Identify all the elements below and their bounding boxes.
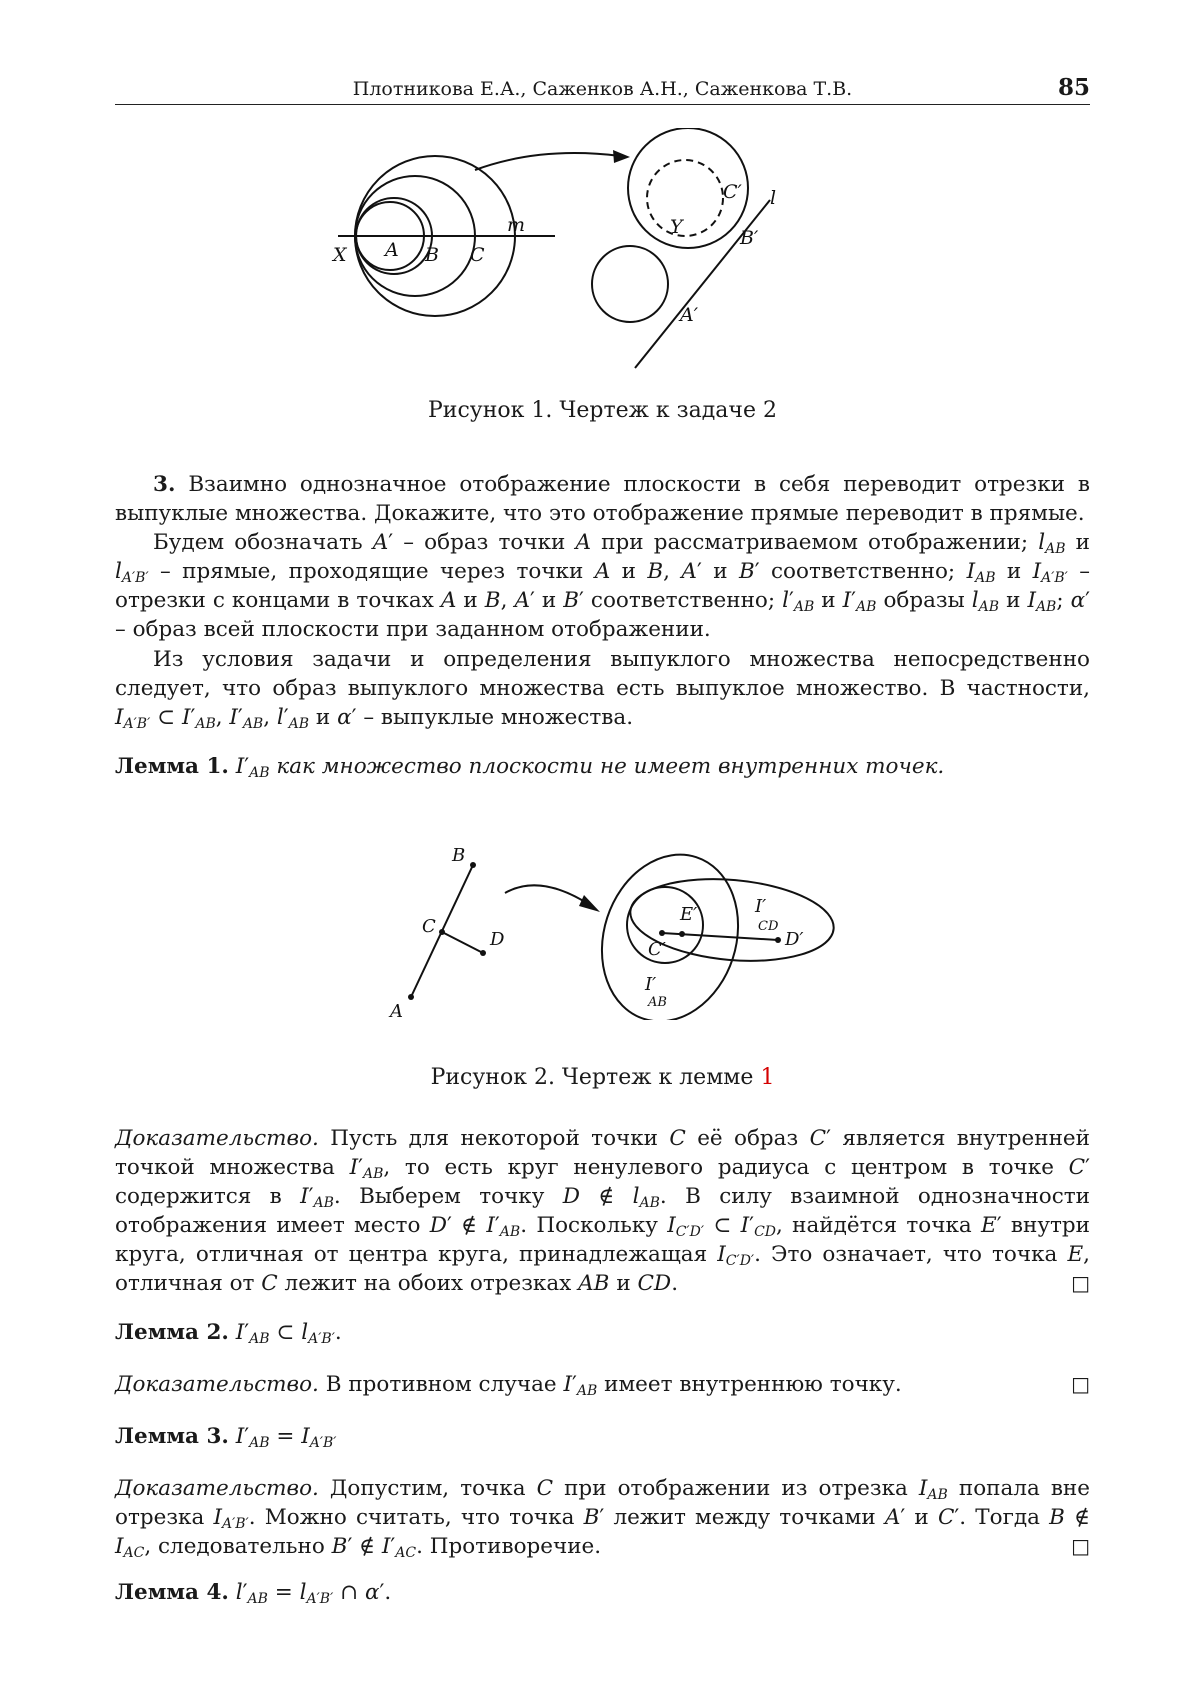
fig2-label-icd-sub: CD [758,919,779,934]
fig1-label-x: X [333,244,347,266]
lemma-2-proof: В противном случае [325,1372,557,1397]
figure-2-caption [115,1065,1090,1090]
fig1-label-c: C [470,244,485,266]
lemma-1-title: Лемма 1. [115,754,229,779]
lemma-3-title: Лемма 3. [115,1424,229,1449]
fig2-point-c-prime [659,930,665,936]
page-number: 85 [1057,74,1090,101]
fig2-point-e-prime [679,931,685,937]
fig1-label-b-prime: B′ [740,227,759,249]
proof-lemma-3: Доказательство. Допустим, точка C при отображении из отрезка $I_{AB}$ попала вне отрезка $I_{A'B'}$. Можно считать, что точка B′ лежит между точками A′ и C′. Тогда B ∉ $I_{AC}$, следовательно B′ ∉ $I'_{AC}$. Противоречие. □ [115,1476,1090,1561]
lemma-1: Лемма 1. $I'_{AB}$ как множество плоскости не имеет внутренних точек. [115,754,945,781]
lemma-3: Лемма 3. $I'_{AB} = I_{A'B'}$ [115,1424,337,1451]
problem-number: 3. [153,472,176,497]
lemma-4-title: Лемма 4. [115,1580,229,1605]
fig2-segment-cd [442,932,483,953]
fig1-label-c-prime: C′ [723,181,742,203]
proof-label: Доказательство. [115,1372,319,1397]
fig2-point-b [470,862,476,868]
qed-mark: □ [1071,1534,1090,1558]
fig2-label-iab: I′ [645,974,657,995]
fig2-label-b: B [452,845,466,866]
fig1-line-l [635,200,770,368]
fig2-point-d [480,950,486,956]
fig1-dashed-circle [647,160,723,236]
problem-statement: Взаимно однозначное отображение плоскости в себя переводит отрезки в выпуклые множества. Докажите, что это отображение прямые переводит в прямые. [115,472,1090,526]
fig2-point-c [439,929,445,935]
lemma-2-title: Лемма 2. [115,1320,229,1345]
fig2-arrow [505,885,590,905]
figure-1-caption: Рисунок 1. Чертеж к задаче 2 [428,398,777,423]
fig1-label-a: A [385,239,399,261]
fig2-label-c-prime: C′ [648,939,666,960]
figure-2-caption-text: Рисунок 2. Чертеж к лемме [430,1065,761,1090]
fig1-arrow [475,153,620,170]
fig2-label-e-prime: E′ [680,904,698,925]
lemma-1-statement: как множество плоскости не имеет внутренних точек. [276,754,945,779]
fig2-label-icd: I′ [755,896,767,917]
fig1-label-b: B [425,244,439,266]
proof-lemma-1: Доказательство. Пусть для некоторой точки C её образ C′ является внутренней точкой множества $I'_{AB}$, то есть круг ненулевого радиуса с центром в точке C′ содержится в $I'_{AB}$. Выберем точку D ∉ $l_{AB}$. В силу взаимной однозначности отображения имеет место D′ ∉ $I'_{AB}$. Поскольку $I_{C'D'}$ ⊂ $I'_{CD}$, найдётся точка E′ внутри круга, отличная от центра круга, принадлежащая $I_{C'D'}$. Это означает, что точка E, отличная от C лежит на обоих отрезках AB и CD. □ [115,1126,1091,1296]
lemma-2: Лемма 2. $I'_{AB}$ ⊂ $l_{A'B'}$. [115,1320,342,1347]
qed-mark: □ [1071,1271,1090,1295]
fig2-point-a [408,994,414,1000]
fig2-label-d: D [490,929,505,950]
fig1-label-a-prime: A′ [680,304,699,326]
fig1-arrowhead [613,150,630,163]
fig2-label-a: A [390,1001,403,1020]
figure-1-drawing [330,128,870,383]
fig2-label-c: C [422,916,436,937]
figure-2-caption-ref[interactable]: 1 [760,1065,775,1090]
fig2-arrowhead [579,895,600,912]
proof-lemma-2: Доказательство. В противном случае $I'_{AB}$ имеет внутреннюю точку. □ [115,1372,1090,1399]
fig2-point-d-prime [775,937,781,943]
figure-2-drawing [380,845,840,1020]
lemma-4: Лемма 4. $l'_{AB} = l_{A'B'}$ ∩ α′. [115,1580,392,1607]
fig1-label-m: m [507,214,526,236]
convexity-paragraph: Из условия задачи и определения выпуклого множества непосредственно следует, что образ выпуклого множества есть выпуклое множество. В частности, $I_{A'B'}$ ⊂ $I'_{AB}$, $I'_{AB}$, $l'_{AB}$ и α′ – выпуклые множества. [115,647,1090,732]
proof-label: Доказательство. [115,1476,319,1501]
notation-paragraph: Будем обозначать A′ – образ точки A при рассматриваемом отображении; $l_{AB}$ и $l_{A'B'}$ – прямые, проходящие через точки A и B, A′ и B′ соответственно; $I_{AB}$ и $I_{A'B'}$ – отрезки с концами в точках A и B, A′ и B′ соответственно; $l'_{AB}$ и $I'_{AB}$ образы $l_{AB}$ и $I_{AB}$; α′ – образ всей плоскости при заданном отображении. [115,530,1091,642]
fig2-label-d-prime: D′ [785,929,804,950]
fig1-label-y: Y [670,216,683,238]
proof-label: Доказательство. [115,1126,319,1151]
qed-mark: □ [1071,1372,1090,1396]
fig1-label-l: l [770,187,777,209]
header-authors: Плотникова Е.А., Саженков А.Н., Саженкова Т.В. [352,78,853,100]
fig2-label-iab-sub: AB [648,995,667,1010]
fig1-lower-circle [592,246,668,322]
problem-3 [115,470,1090,528]
running-header [115,70,1090,105]
